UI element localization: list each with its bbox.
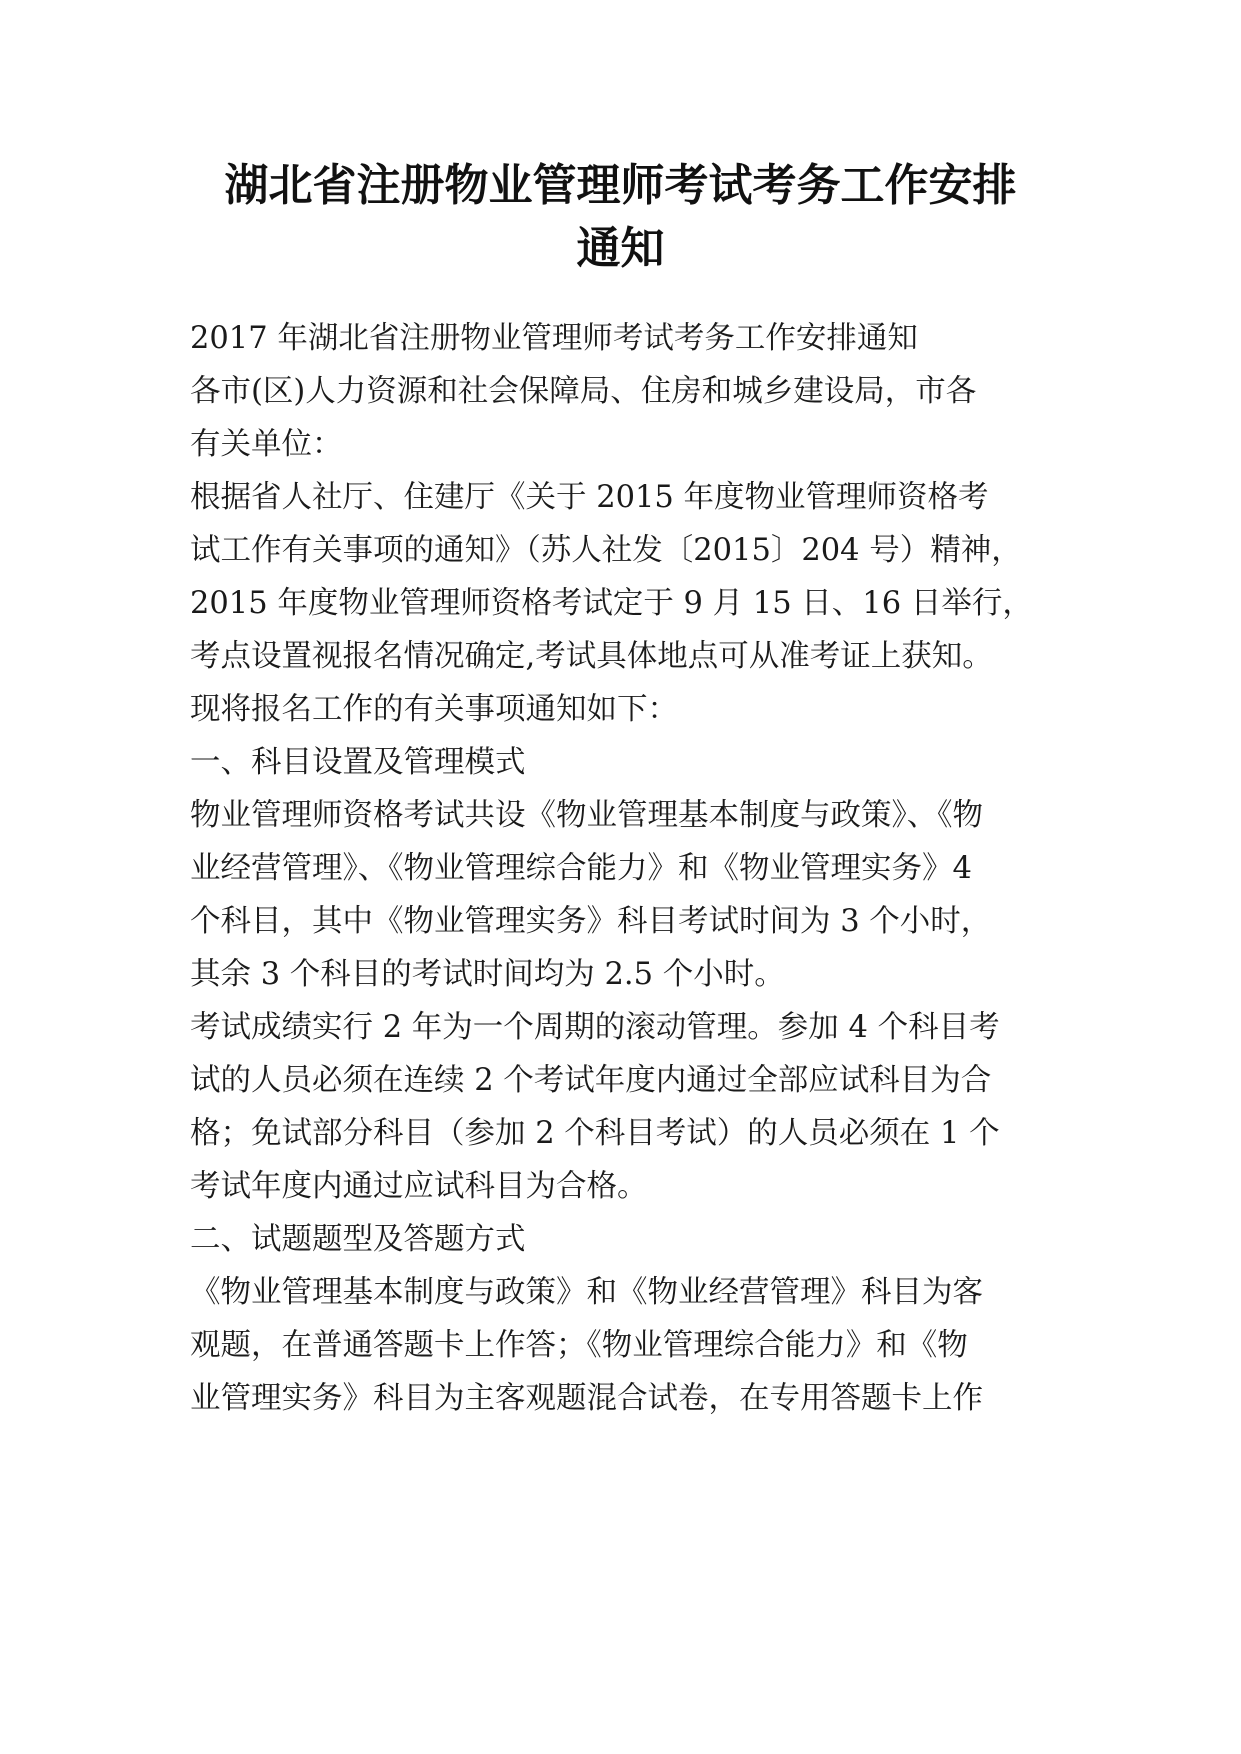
section-heading: 一、科目设置及管理模式 xyxy=(190,745,526,780)
body-line: 观题，在普通答题卡上作答；《物业管理综合能力》和《物 xyxy=(190,1328,968,1363)
body-line: 各市(区)人力资源和社会保障局、住房和城乡建设局，市各 xyxy=(190,374,977,409)
body-line: 根据省人社厅、住建厅《关于 2015 年度物业管理师资格考 xyxy=(190,480,989,515)
body-line: 试的人员必须在连续 2 个考试年度内通过全部应试科目为合 xyxy=(190,1063,992,1098)
body-line: 2015 年度物业管理师资格考试定于 9 月 15 日、16 日举行， xyxy=(190,586,1033,621)
body-line: 考点设置视报名情况确定,考试具体地点可从准考证上获知。 xyxy=(190,639,993,674)
body-line: 个科目，其中《物业管理实务》科目考试时间为 3 个小时， xyxy=(190,904,992,939)
body-line: 格；免试部分科目（参加 2 个科目考试）的人员必须在 1 个 xyxy=(190,1116,1000,1151)
body-line: 其余 3 个科目的考试时间均为 2.5 个小时。 xyxy=(190,957,785,992)
body-line: 考试年度内通过应试科目为合格。 xyxy=(190,1169,648,1204)
body-line: 考试成绩实行 2 年为一个周期的滚动管理。参加 4 个科目考 xyxy=(190,1010,1000,1045)
body-line: 物业管理师资格考试共设《物业管理基本制度与政策》、《物 xyxy=(190,798,983,833)
body-line: 《物业管理基本制度与政策》和《物业经营管理》科目为客 xyxy=(190,1275,983,1310)
body-line: 试工作有关事项的通知》（苏人社发〔2015〕204 号）精神， xyxy=(190,533,1022,568)
document-title-line-2: 通知 xyxy=(576,223,665,274)
body-line: 业经营管理》、《物业管理综合能力》和《物业管理实务》4 xyxy=(190,851,972,886)
body-line: 有关单位： xyxy=(190,427,343,462)
body-line: 2017 年湖北省注册物业管理师考试考务工作安排通知 xyxy=(190,321,918,356)
document-title-line-1: 湖北省注册物业管理师考试考务工作安排 xyxy=(224,160,1017,211)
section-heading: 二、试题题型及答题方式 xyxy=(190,1222,526,1257)
body-line: 业管理实务》科目为主客观题混合试卷，在专用答题卡上作 xyxy=(190,1381,983,1416)
body-line: 现将报名工作的有关事项通知如下： xyxy=(190,692,678,727)
